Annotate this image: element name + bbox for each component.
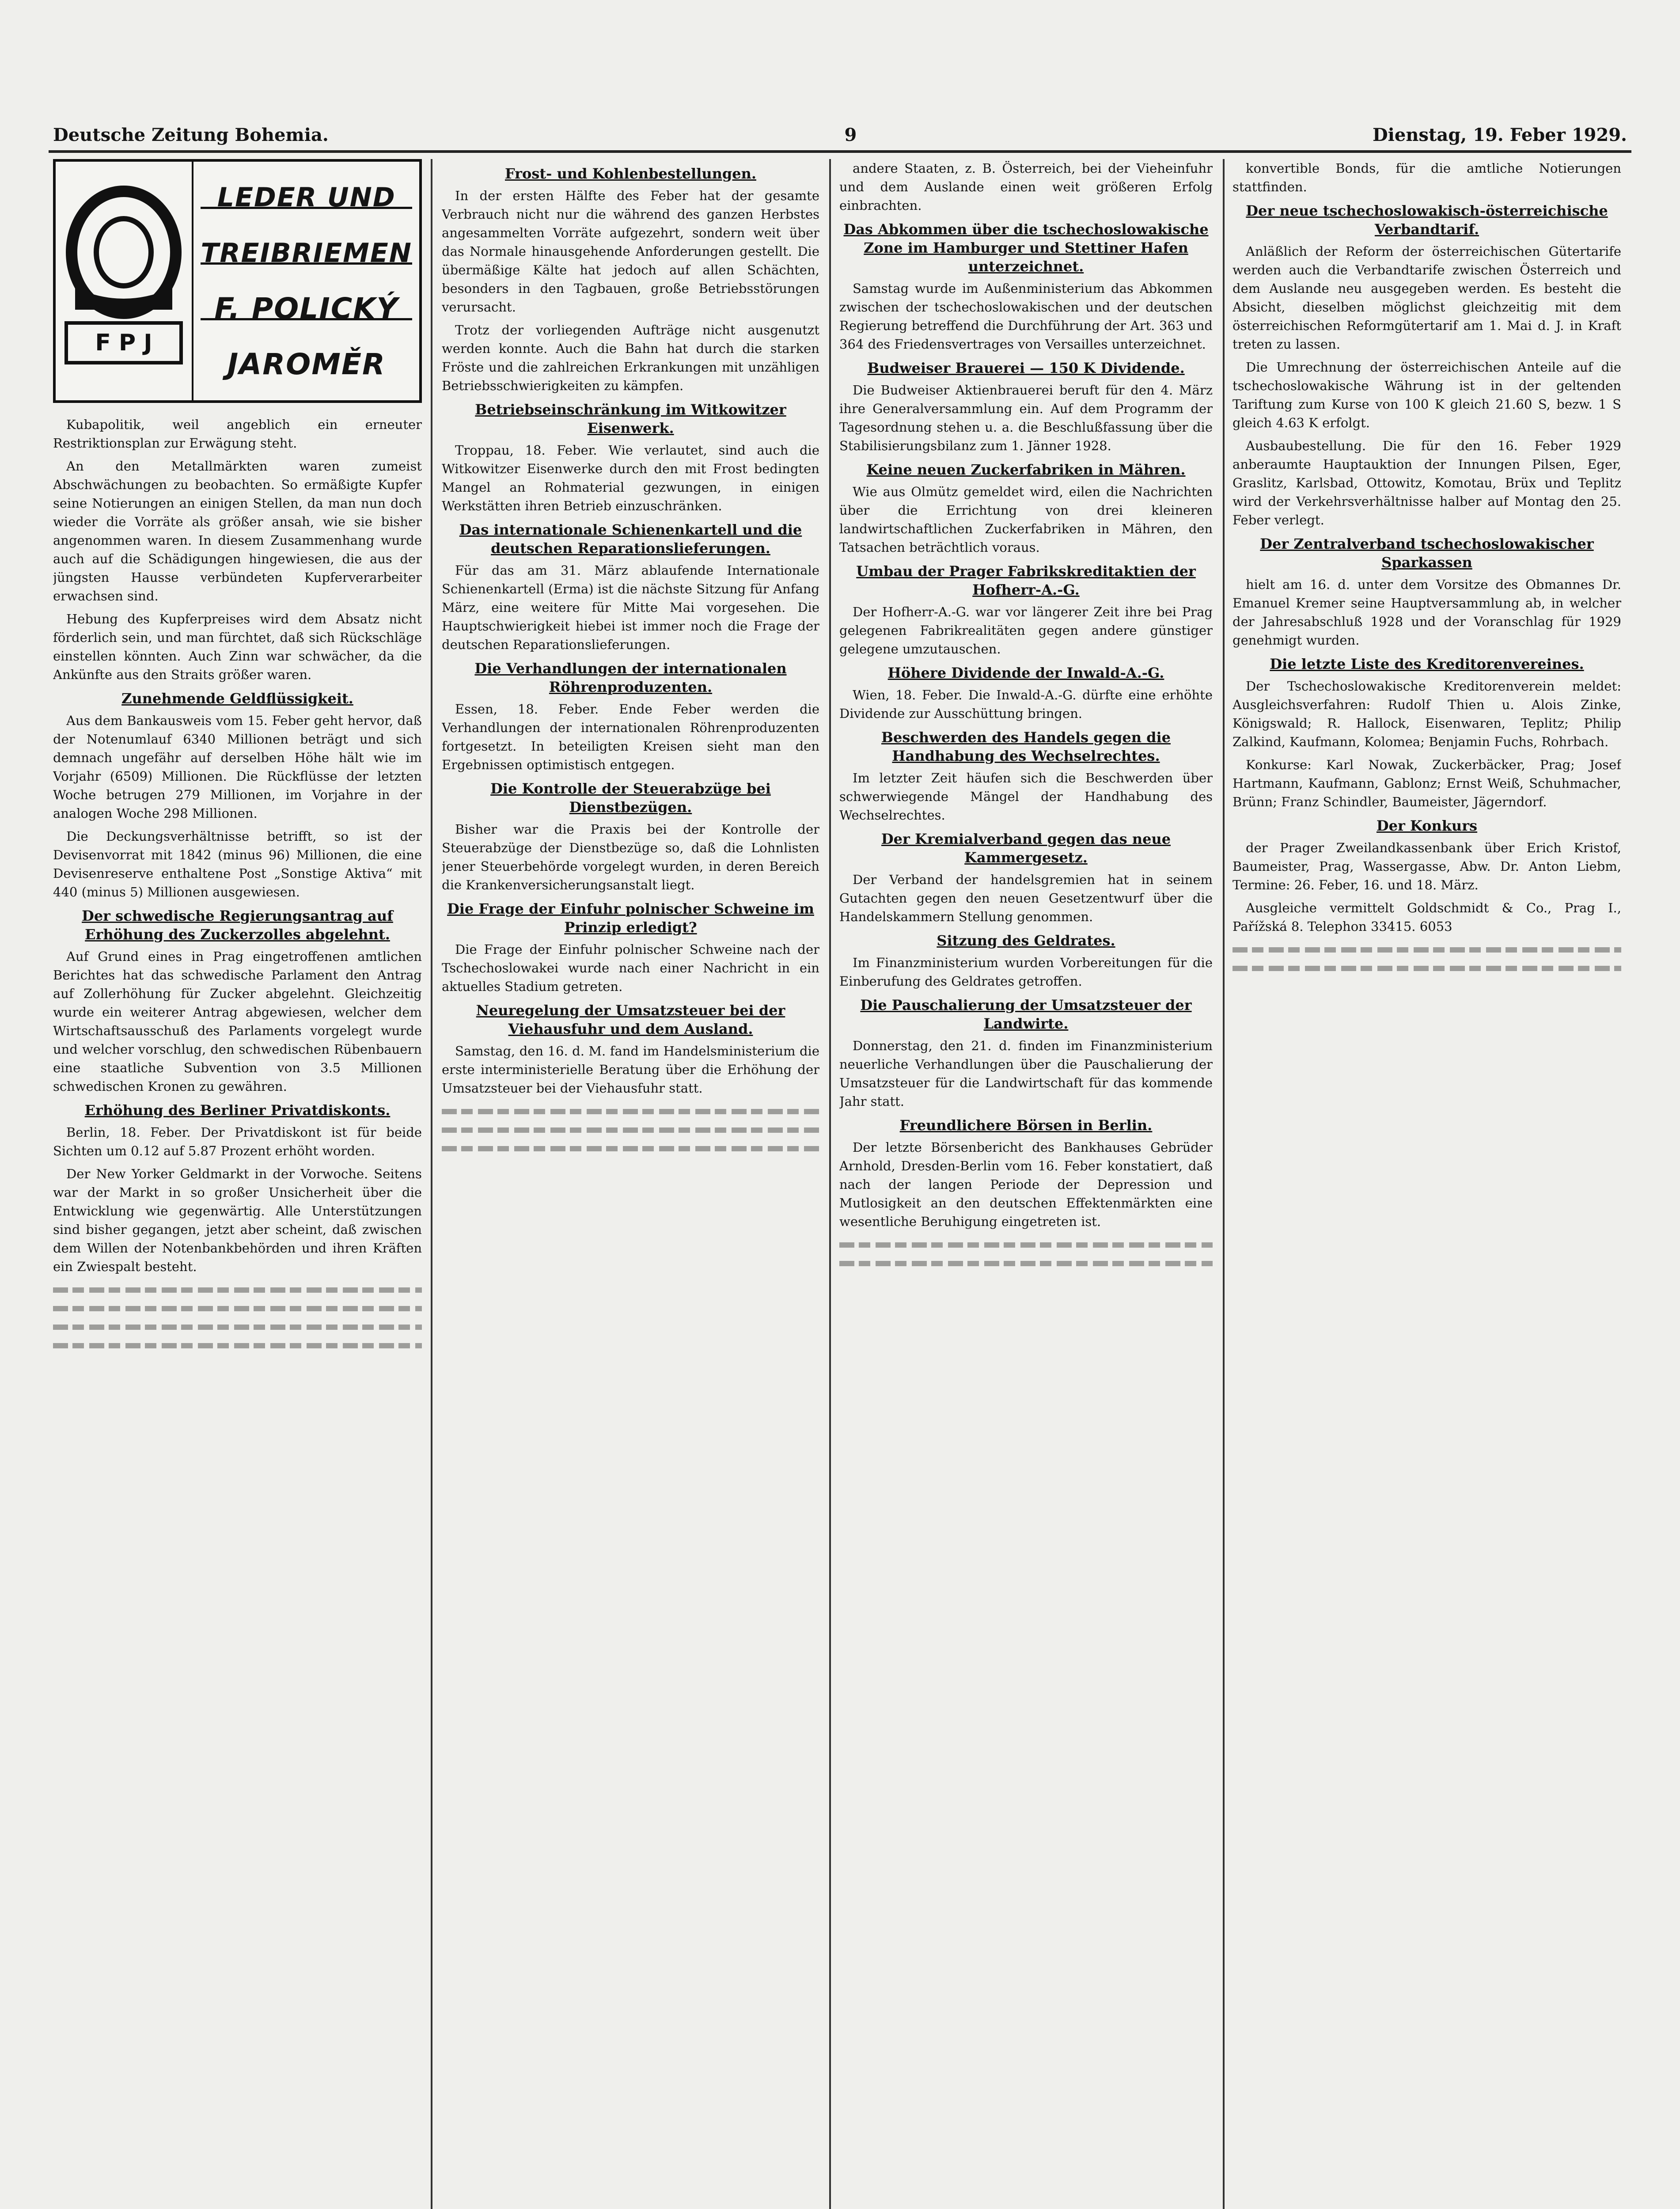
section-heading: Der neue tschechoslowakisch-österreichische Verbandtarif. xyxy=(1246,202,1608,238)
paragraph: Wie aus Olmütz gemeldet wird, eilen die Nachrichten über die Errichtung von drei kleineren landwirtschaftlichen Zuckerfabriken in Mähren, den Tatsachen beträchtlich voraus. xyxy=(839,484,1213,555)
page-number: 9 xyxy=(844,124,857,145)
section-heading: Die Verhandlungen der internationalen Röhrenproduzenten. xyxy=(474,660,787,695)
illegible-text-line xyxy=(53,1336,422,1355)
paragraph: Hebung des Kupferpreises wird dem Absatz nicht förderlich sein, und man fürchtet, daß sich Rückschläge einstellen könnten. Auch Zinn war schwächer, da die Ankünfte aus den Straits größer waren. xyxy=(53,611,422,682)
illegible-text-line xyxy=(53,1280,422,1299)
illegible-text-line xyxy=(1233,959,1621,977)
paragraph: Ausbaubestellung. Die für den 16. Feber 1929 anberaumte Hauptauktion der Innungen Pilsen, Eger, Graslitz, Karlsbad, Ottowitz, Komotau, Brüx und Teplitz wird der Verkehrsverhältnisse halber auf Montag den 25. Feber verlegt. xyxy=(1233,438,1621,528)
illegible-text-line xyxy=(442,1102,819,1120)
paragraph: An den Metallmärkten waren zumeist Abschwächungen zu beobachten. So ermäßigte Kupfer seine Notierungen an einigen Stellen, da man nun doch wieder die Vorräte als größer ansah, wie sie bisher angenommen waren. In diesem Zusammenhang wurde auch auf die Schädigungen hingewiesen, die aus der jüngsten Hausse verbündeten Kupferverarbeiter erwachsen sind. xyxy=(53,459,422,603)
paragraph: Die Frage der Einfuhr polnischer Schweine nach der Tschechoslowakei wurde nach einer Nachricht in ein aktuelles Stadium getreten. xyxy=(442,942,819,994)
paragraph: Aus dem Bankausweis vom 15. Feber geht hervor, daß der Notenumlauf 6340 Millionen beträgt und sich demnach ungefähr auf derselben Höhe hält wie im Vorjahr (6509) Millionen. Die Rückflüsse der letzten Woche betrugen 279 Millionen, im Vorjahre in der analogen Woche 298 Millionen. xyxy=(53,713,422,821)
paragraph: Anläßlich der Reform der österreichischen Gütertarife werden auch die Verbandtarife zwischen Österreich und dem Auslande neu ausgegeben werden. Es besteht die Absicht, dieselben möglichst gleichzeitig mit dem österreichischen Reformgütertarif am 1. Mai d. J. in Kraft treten zu lassen. xyxy=(1233,244,1621,352)
section-heading: Neuregelung der Umsatzsteuer bei der Viehausfuhr und dem Ausland. xyxy=(476,1002,785,1037)
section-heading: Der schwedische Regierungsantrag auf Erhöhung des Zuckerzolles abgelehnt. xyxy=(82,907,393,943)
paragraph: Für das am 31. März ablaufende Internationale Schienenkartell (Erma) ist die nächste Sitzung für Anfang März, eine weitere für Mitte Mai vorgesehen. Die Hauptschwierigkeit hiebei ist immer noch die Frage der deutschen Reparationslieferungen. xyxy=(442,563,819,652)
column-1 xyxy=(53,159,422,2209)
column-2 xyxy=(442,159,819,2209)
section-heading: Der Kremialverband gegen das neue Kammergesetz. xyxy=(881,831,1171,866)
paragraph: Samstag, den 16. d. M. fand im Handelsministerium die erste interministerielle Beratung über die Erhöhung der Umsatzsteuer bei der Viehausfuhr statt. xyxy=(442,1044,819,1096)
section-heading: Erhöhung des Berliner Privatdiskonts. xyxy=(84,1102,391,1119)
paragraph: Im letzter Zeit häufen sich die Beschwerden über schwerwiegende Mängel der Handhabung des Wechselrechtes. xyxy=(839,770,1213,823)
paragraph: Die Deckungsverhältnisse betrifft, so ist der Devisenvorrat mit 1842 (minus 96) Millionen, die eine Devisenreserve enthaltene Post „Sonstige Aktiva“ mit 440 (minus 5) Millionen ausgewiesen. xyxy=(53,829,422,900)
section-heading: Sitzung des Geldrates. xyxy=(937,932,1115,949)
ad-line: TREIBRIEMEN xyxy=(201,237,412,269)
ad-line: JAROMĚR xyxy=(227,347,386,382)
paragraph: Die Umrechnung der österreichischen Anteile auf die tschechoslowakische Währung ist in der geltenden Tariftung zum Kurse von 100 K gleich 21.60 S, bezw. 1 S gleich 4.63 K erfolgt. xyxy=(1233,360,1621,430)
section-heading: Der Konkurs xyxy=(1376,817,1478,834)
section-heading: Frost- und Kohlenbestellungen. xyxy=(505,165,756,182)
paragraph: Wien, 18. Feber. Die Inwald-A.-G. dürfte eine erhöhte Dividende zur Ausschüttung bringen. xyxy=(839,687,1213,721)
paragraph: andere Staaten, z. B. Österreich, bei der Vieheinfuhr und dem Auslande einen weit größeren Erfolg einbrachten. xyxy=(839,161,1213,213)
paragraph: In der ersten Hälfte des Feber hat der gesamte Verbrauch nicht nur die während des ganzen Herbstes angesammelten Vorräte aufgezehrt, sondern weit über das Normale hinausgehende Anforderungen gestellt. Die übermäßige Kälte hat jedoch auf allen Schächten, besonders in den Tagbauen, große Betriebsstörungen verursacht. xyxy=(442,188,819,315)
running-head xyxy=(53,119,1627,150)
paragraph: Der New Yorker Geldmarkt in der Vorwoche. Seitens war der Markt in so großer Unsicherheit über die Entwicklung wie gegenwärtig. Alle Unterstützungen sind bisher gegangen, jetzt aber scheint, daß zwischen dem Willen der Notenbankbehörden und ihren Kräften ein Zwiespalt besteht. xyxy=(53,1166,422,1274)
section-heading: Höhere Dividende der Inwald-A.-G. xyxy=(887,664,1164,681)
paragraph: Donnerstag, den 21. d. finden im Finanzministerium neuerliche Verhandlungen über die Pauschalierung der Umsatzsteuer für die Landwirtschaft für das kommende Jahr statt. xyxy=(839,1038,1213,1109)
section-heading: Die Frage der Einfuhr polnischer Schweine im Prinzip erledigt? xyxy=(447,900,814,936)
ad-line: F. POLICKÝ xyxy=(201,300,412,320)
section-heading: Zunehmende Geldflüssigkeit. xyxy=(121,690,353,707)
illegible-text-line xyxy=(442,1120,819,1139)
paragraph: Die Budweiser Aktienbrauerei beruft für den 4. März ihre Generalversammlung ein. Auf dem Programm der Tagesordnung stehen u. a. die Beschlußfassung über die Stabilisierungsbilanz zum 1. Jänner 1928. xyxy=(839,383,1213,453)
paragraph: Berlin, 18. Feber. Der Privatdiskont ist für beide Sichten um 0.12 auf 5.87 Prozent erhöht worden. xyxy=(53,1125,422,1158)
ad-line: LEDER UND xyxy=(201,188,412,209)
illegible-text-line xyxy=(1233,940,1621,959)
column-4 xyxy=(1233,159,1621,2209)
section-heading: Der Zentralverband tschechoslowakischer Sparkassen xyxy=(1260,535,1594,571)
section-heading: Beschwerden des Handels gegen die Handhabung des Wechselrechtes. xyxy=(881,729,1171,764)
paragraph: der Prager Zweilandkassenbank über Erich Kristof, Baumeister, Prag, Wassergasse, Abw. Dr. Anton Liebm, Termine: 26. Feber, 16. und 18. März. xyxy=(1233,840,1621,892)
paragraph: Auf Grund eines in Prag eingetroffenen amtlichen Berichtes hat das schwedische Parlament den Antrag auf Zollerhöhung für Zucker abgelehnt. Gleichzeitig wurde ein weiterer Antrag abgewiesen, welcher dem Wirtschaftsausschuß des Parlaments vorgelegt wurde und welcher vorschlug, den schwedischen Rübenbauern eine staatliche Subvention von 3.5 Millionen schwedischen Kronen zu gewähren. xyxy=(53,949,422,1094)
issue-date: Dienstag, 19. Feber 1929. xyxy=(1372,124,1627,145)
paragraph: hielt am 16. d. unter dem Vorsitze des Obmannes Dr. Emanuel Kremer seine Hauptversammlung ab, in welcher der Jahresabschluß 1928 und der Voranschlag für 1929 genehmigt wurden. xyxy=(1233,577,1621,648)
paragraph: Ausgleiche vermittelt Goldschmidt & Co., Prag I., Pařížská 8. Telephon 33415. 6053 xyxy=(1233,900,1621,934)
newspaper-title: Deutsche Zeitung Bohemia. xyxy=(53,124,329,145)
paragraph: Konkurse: Karl Nowak, Zuckerbäcker, Prag; Josef Hartmann, Kaufmann, Gablonz; Ernst Weiß, Schuhmacher, Brünn; Franz Schindler, Baumeister, Jägerndorf. xyxy=(1233,757,1621,809)
paragraph: Samstag wurde im Außenministerium das Abkommen zwischen der tschechoslowakischen und der deutschen Regierung betreffend die Durchführung der Art. 363 und 364 des Friedensvertrages von Versailles unterzeichnet. xyxy=(839,281,1213,352)
paragraph: Kubapolitik, weil angeblich ein erneuter Restriktionsplan zur Erwägung steht. xyxy=(53,417,422,451)
paragraph: Troppau, 18. Feber. Wie verlautet, sind auch die Witkowitzer Eisenwerke durch den mit Frost bedingten Mangel an Rohmaterial gezwungen, in einigen Werkstätten ihren Betrieb einzuschränken. xyxy=(442,443,819,513)
illegible-text-line xyxy=(839,1254,1213,1272)
column-divider xyxy=(431,159,432,2209)
section-heading: Freundlichere Börsen in Berlin. xyxy=(899,1117,1153,1134)
ad-logo xyxy=(56,162,193,400)
paragraph: Essen, 18. Feber. Ende Feber werden die Verhandlungen der internationalen Röhrenproduzenten fortgesetzt. In beteiligten Kreisen sieht man den Ergebnissen optimistisch entgegen. xyxy=(442,702,819,772)
illegible-text-line xyxy=(53,1317,422,1336)
advertisement xyxy=(53,159,422,403)
section-heading: Budweiser Brauerei — 150 K Dividende. xyxy=(867,360,1185,376)
ad-text xyxy=(193,162,419,400)
paragraph: Bisher war die Praxis bei der Kontrolle der Steuerabzüge der Dienstbezüge so, daß die Lohnlisten jener Steuerbehörde vorgelegt wurden, in deren Bereich die Krankenversicherungsanstalt liegt. xyxy=(442,822,819,892)
column-3 xyxy=(839,159,1213,2209)
paragraph: Der Hofherr-A.-G. war vor längerer Zeit ihre bei Prag gelegenen Fabrikrealitäten gegen andere günstiger gelegene umzutauschen. xyxy=(839,604,1213,657)
section-heading: Die letzte Liste des Kreditorenvereines. xyxy=(1270,656,1584,672)
illegible-text-line xyxy=(53,1299,422,1317)
paragraph: Der Verband der handelsgremien hat in seinem Gutachten gegen den neuen Gesetzentwurf über die Handelskammern Stellung genommen. xyxy=(839,872,1213,924)
section-heading: Die Pauschalierung der Umsatzsteuer der Landwirte. xyxy=(860,997,1192,1032)
section-heading: Das internationale Schienenkartell und die deutschen Reparationslieferungen. xyxy=(459,521,802,557)
section-heading: Betriebseinschränkung im Witkowitzer Eisenwerk. xyxy=(475,401,786,436)
paragraph: konvertible Bonds, für die amtliche Notierungen stattfinden. xyxy=(1233,161,1621,194)
header-rule xyxy=(49,150,1631,153)
column-divider xyxy=(1223,159,1225,2209)
section-heading: Die Kontrolle der Steuerabzüge bei Dienstbezügen. xyxy=(490,780,771,816)
ad-logo-letters: F P J xyxy=(95,330,152,356)
illegible-text-line xyxy=(839,1235,1213,1254)
section-heading: Keine neuen Zuckerfabriken in Mähren. xyxy=(866,461,1186,478)
section-heading: Umbau der Prager Fabrikskreditaktien der Hofherr-A.-G. xyxy=(856,563,1196,598)
column-divider xyxy=(829,159,831,2209)
belt-pulley-icon xyxy=(57,177,190,385)
paragraph: Der Tschechoslowakische Kreditorenverein meldet: Ausgleichsverfahren: Rudolf Thien u. Alois Zinke, Königswald; R. Hallock, Eisenwaren, Teplitz; Philip Zalkind, Kaufmann, Kolomea; Benjamin Fuchs, Rohrbach. xyxy=(1233,679,1621,749)
illegible-text-line xyxy=(442,1139,819,1158)
paragraph: Der letzte Börsenbericht des Bankhauses Gebrüder Arnhold, Dresden-Berlin vom 16. Feber konstatiert, daß nach der langen Periode der Depression und Mutlosigkeit an den deutschen Effektenmärkten eine wesentliche Beruhigung eingetreten ist. xyxy=(839,1140,1213,1229)
paragraph: Im Finanzministerium wurden Vorbereitungen für die Einberufung des Geldrates getroffen. xyxy=(839,955,1213,989)
section-heading: Das Abkommen über die tschechoslowakische Zone im Hamburger und Stettiner Hafen unterzeichnet. xyxy=(843,221,1209,275)
paragraph: Trotz der vorliegenden Aufträge nicht ausgenutzt werden konnte. Auch die Bahn hat durch die starken Fröste und die zahlreichen Erkrankungen mit unzähligen Betriebsschwierigkeiten zu kämpfen. xyxy=(442,323,819,393)
